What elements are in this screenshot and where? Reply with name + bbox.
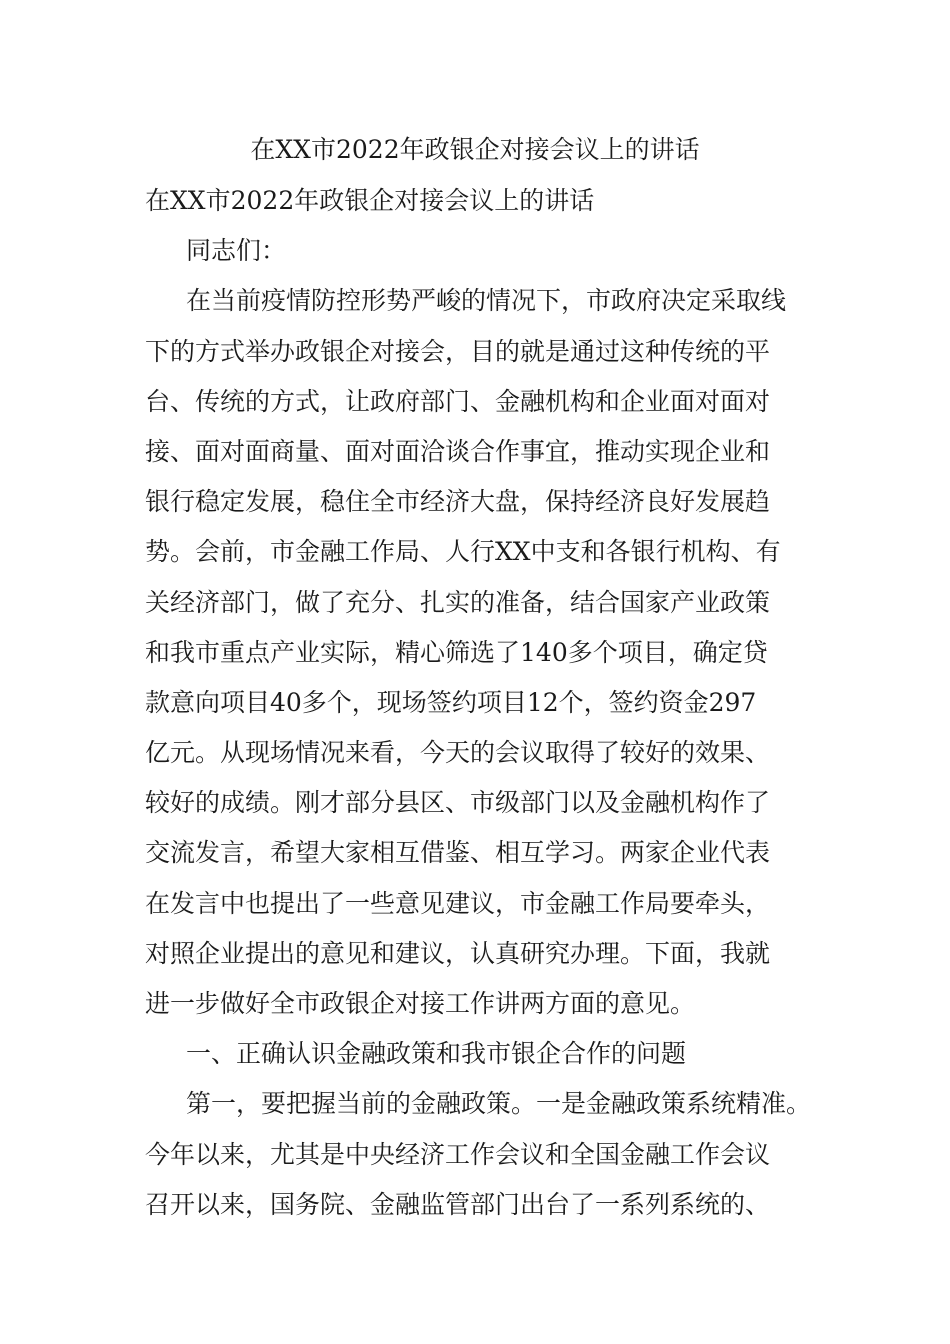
body-line: 第一，要把握当前的金融政策。一是金融政策系统精准。 xyxy=(186,1089,812,1119)
body-line: 关经济部门，做了充分、扎实的准备，结合国家产业政策 xyxy=(145,587,771,617)
document-title: 在XX市2022年政银企对接会议上的讲话 xyxy=(250,135,700,164)
body-line: 势。会前，市金融工作局、人行XX中支和各银行机构、有 xyxy=(145,537,781,567)
body-line: 下的方式举办政银企对接会，目的就是通过这种传统的平 xyxy=(145,336,771,366)
body-line: 台、传统的方式，让政府部门、金融机构和企业面对面对 xyxy=(145,386,771,416)
document-body xyxy=(145,178,825,1232)
body-line: 交流发言，希望大家相互借鉴、相互学习。两家企业代表 xyxy=(145,838,771,868)
body-line: 接、面对面商量、面对面洽谈合作事宜，推动实现企业和 xyxy=(145,436,771,466)
body-line: 在发言中也提出了一些意见建议，市金融工作局要牵头， xyxy=(145,888,771,918)
section-heading: 一、正确认识金融政策和我市银企合作的问题 xyxy=(186,1039,687,1069)
body-line: 和我市重点产业实际，精心筛选了140多个项目，确定贷 xyxy=(145,637,768,667)
body-line: 亿元。从现场情况来看，今天的会议取得了较好的效果、 xyxy=(145,738,771,768)
salutation: 同志们： xyxy=(186,236,287,266)
body-line: 银行稳定发展，稳住全市经济大盘，保持经济良好发展趋 xyxy=(145,487,771,517)
body-line-subtitle: 在XX市2022年政银企对接会议上的讲话 xyxy=(145,186,595,215)
body-line: 今年以来，尤其是中央经济工作会议和全国金融工作会议 xyxy=(145,1139,771,1169)
body-line: 对照企业提出的意见和建议，认真研究办理。下面，我就 xyxy=(145,938,771,968)
body-line: 召开以来，国务院、金融监管部门出台了一系列系统的、 xyxy=(145,1189,771,1219)
body-line: 进一步做好全市政银企对接工作讲两方面的意见。 xyxy=(145,989,696,1018)
body-line: 款意向项目40多个，现场签约项目12个，签约资金297 xyxy=(145,687,757,717)
body-line: 较好的成绩。刚才部分县区、市级部门以及金融机构作了 xyxy=(145,788,771,818)
body-line: 在当前疫情防控形势严峻的情况下，市政府决定采取线 xyxy=(186,286,787,316)
